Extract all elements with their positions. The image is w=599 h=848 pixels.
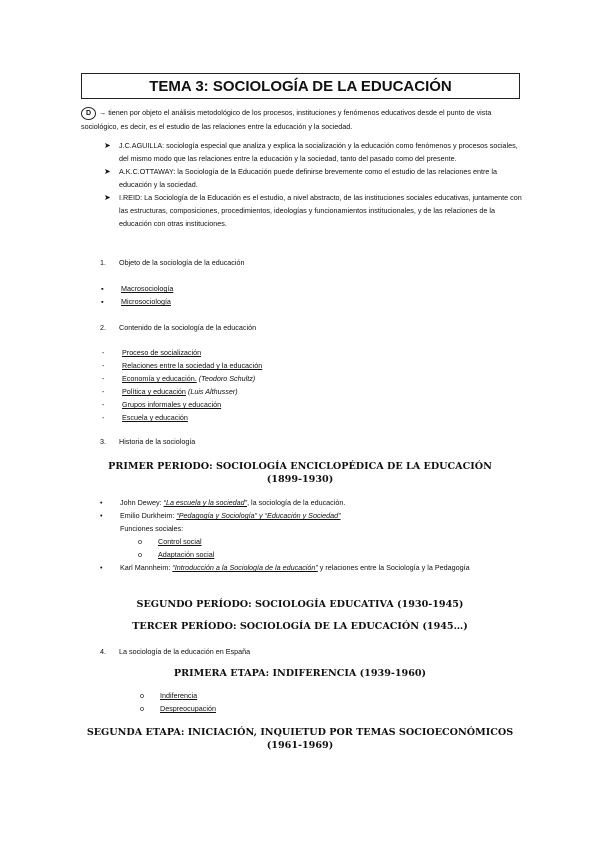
function-text: Adaptación social [158, 550, 215, 559]
section-number: 4. [100, 647, 106, 656]
list-item-text: Despreocupación [160, 704, 216, 713]
etapa-2-heading [40, 726, 560, 752]
list-item-note: (Luis Althusser) [187, 387, 238, 396]
period-2-heading: SEGUNDO PERÍODO: SOCIOLOGÍA EDUCATIVA (1930-1945) [136, 599, 464, 610]
list-item [102, 346, 262, 359]
list-item-text: Relaciones entre la sociedad y la educación [122, 361, 263, 370]
square-bullet-icon: ▪ [101, 297, 104, 306]
list-item [102, 359, 262, 372]
authors-list [100, 496, 530, 574]
list-item-text: Macrosociología [121, 284, 174, 293]
arrow-icon: → [99, 108, 107, 117]
definition-item [104, 191, 524, 230]
functions-label: Funciones sociales: [120, 524, 184, 533]
section-title: La sociología de la educación en España [119, 647, 251, 656]
author-dewey [100, 496, 530, 509]
section-title: Historia de la sociología [119, 437, 196, 446]
list-item-text: Indiferencia [160, 691, 198, 700]
content-list [102, 346, 262, 424]
list-item-text: Grupos informales y educación [122, 400, 222, 409]
list-item [140, 689, 216, 702]
dash-bullet-icon: - [102, 400, 105, 409]
round-bullet-icon: • [100, 511, 103, 520]
function-item [100, 535, 530, 548]
intro-paragraph [81, 106, 521, 133]
page-title-text: TEMA 3: SOCIOLOGÍA DE LA EDUCACIÓN [149, 77, 452, 95]
definitions-list [104, 139, 524, 230]
section-number: 2. [100, 323, 106, 332]
list-item [102, 372, 262, 385]
circle-bullet-icon: o [140, 704, 144, 713]
author-name: Karl Mannheim: [120, 563, 173, 572]
list-item-note: (Teodoro Schultz) [198, 374, 256, 383]
dash-bullet-icon: - [102, 361, 105, 370]
author-note: , la sociología de la educación. [247, 498, 346, 507]
circle-bullet-icon: o [138, 550, 142, 559]
author-durkheim [100, 509, 530, 522]
etapa-2-title: SEGUNDA ETAPA: INICIACIÓN, INQUIETUD POR TEMAS SOCIOECONÓMICOS [86, 727, 514, 738]
dash-bullet-icon: - [102, 374, 105, 383]
list-item-text: Proceso de socialización [122, 348, 202, 357]
definition-item [104, 139, 524, 165]
section-title: Objeto de la sociología de la educación [119, 258, 245, 267]
list-item [101, 295, 173, 308]
round-bullet-icon: • [100, 498, 103, 507]
list-item [101, 282, 173, 295]
arrow-bullet-icon: ➤ [104, 141, 111, 150]
function-text: Control social [158, 537, 202, 546]
definition-text: J.C.AGUILLA: sociología especial que analiza y explica la socialización y la educación como fenómenos y procesos sociales, del mismo modo que las relaciones entre la educación y la sociedad, tanto del pasado como del presente. [119, 141, 518, 163]
list-item [102, 385, 262, 398]
object-list [101, 282, 173, 308]
list-item-text: Escuela y educación [122, 413, 188, 422]
dash-bullet-icon: - [102, 413, 105, 422]
author-work: “Introducción a la Sociología de la educación” [172, 563, 318, 572]
etapa-1-heading: PRIMERA ETAPA: INDIFERENCIA (1939-1960) [173, 668, 427, 679]
list-item-text: Microsociología [121, 297, 171, 306]
intro-text: tienen por objeto el análisis metodológico de los procesos, instituciones y fenómenos educativos desde el punto de vista sociológico, es decir, es el estudio de las relaciones entre la educación y la sociedad. [81, 108, 492, 131]
author-name: John Dewey: [120, 498, 164, 507]
section-number: 1. [100, 258, 106, 267]
section-title: Contenido de la sociología de la educación [119, 323, 257, 332]
list-item-text: Economía y educación. [122, 374, 197, 383]
list-item [140, 702, 216, 715]
list-item [102, 398, 262, 411]
square-bullet-icon: ▪ [101, 284, 104, 293]
definition-badge: D [81, 107, 96, 120]
period-1-title: PRIMER PERIODO: SOCIOLOGÍA ENCICLOPÉDICA DE LA EDUCACIÓN [108, 461, 492, 472]
author-mannheim [100, 561, 530, 574]
function-item [100, 548, 530, 561]
page-title [81, 73, 520, 99]
etapa-2-years: (1961-1969) [266, 740, 334, 751]
dash-bullet-icon: - [102, 387, 105, 396]
period-3-heading: TERCER PERÍODO: SOCIOLOGÍA DE LA EDUCACIÓN (1945…) [132, 621, 468, 632]
definition-text: I.REID: La Sociología de la Educación es el estudio, a nivel abstracto, de las instituciones sociales educativas, juntamente con las estructuras, composiciones, procedimientos, ideologías y funcionamientos institucionales, y de las relaciones de la educación con otras instituciones. [119, 193, 522, 228]
author-name: Emilio Durkheim: [120, 511, 177, 520]
definition-text: A.K.C.OTTAWAY: la Sociología de la Educación puede definirse brevemente como el estudio de las relaciones entre la educación y la sociedad. [119, 167, 497, 189]
dash-bullet-icon: - [102, 348, 105, 357]
circle-bullet-icon: o [138, 537, 142, 546]
list-item-text: Política y educación [122, 387, 186, 396]
circle-bullet-icon: o [140, 691, 144, 700]
author-work: “La escuela y la sociedad” [163, 498, 248, 507]
period-1-years: (1899-1930) [266, 474, 334, 485]
arrow-bullet-icon: ➤ [104, 167, 111, 176]
section-number: 3. [100, 437, 106, 446]
arrow-bullet-icon: ➤ [104, 193, 111, 202]
period-1-heading [60, 460, 540, 486]
round-bullet-icon: • [100, 563, 103, 572]
list-item [102, 411, 262, 424]
author-note: y relaciones entre la Sociología y la Pedagogía [317, 563, 470, 572]
etapa-1-list [140, 689, 216, 715]
author-work: “Pedagogía y Sociología” y “Educación y Sociedad” [176, 511, 341, 520]
definition-item [104, 165, 524, 191]
